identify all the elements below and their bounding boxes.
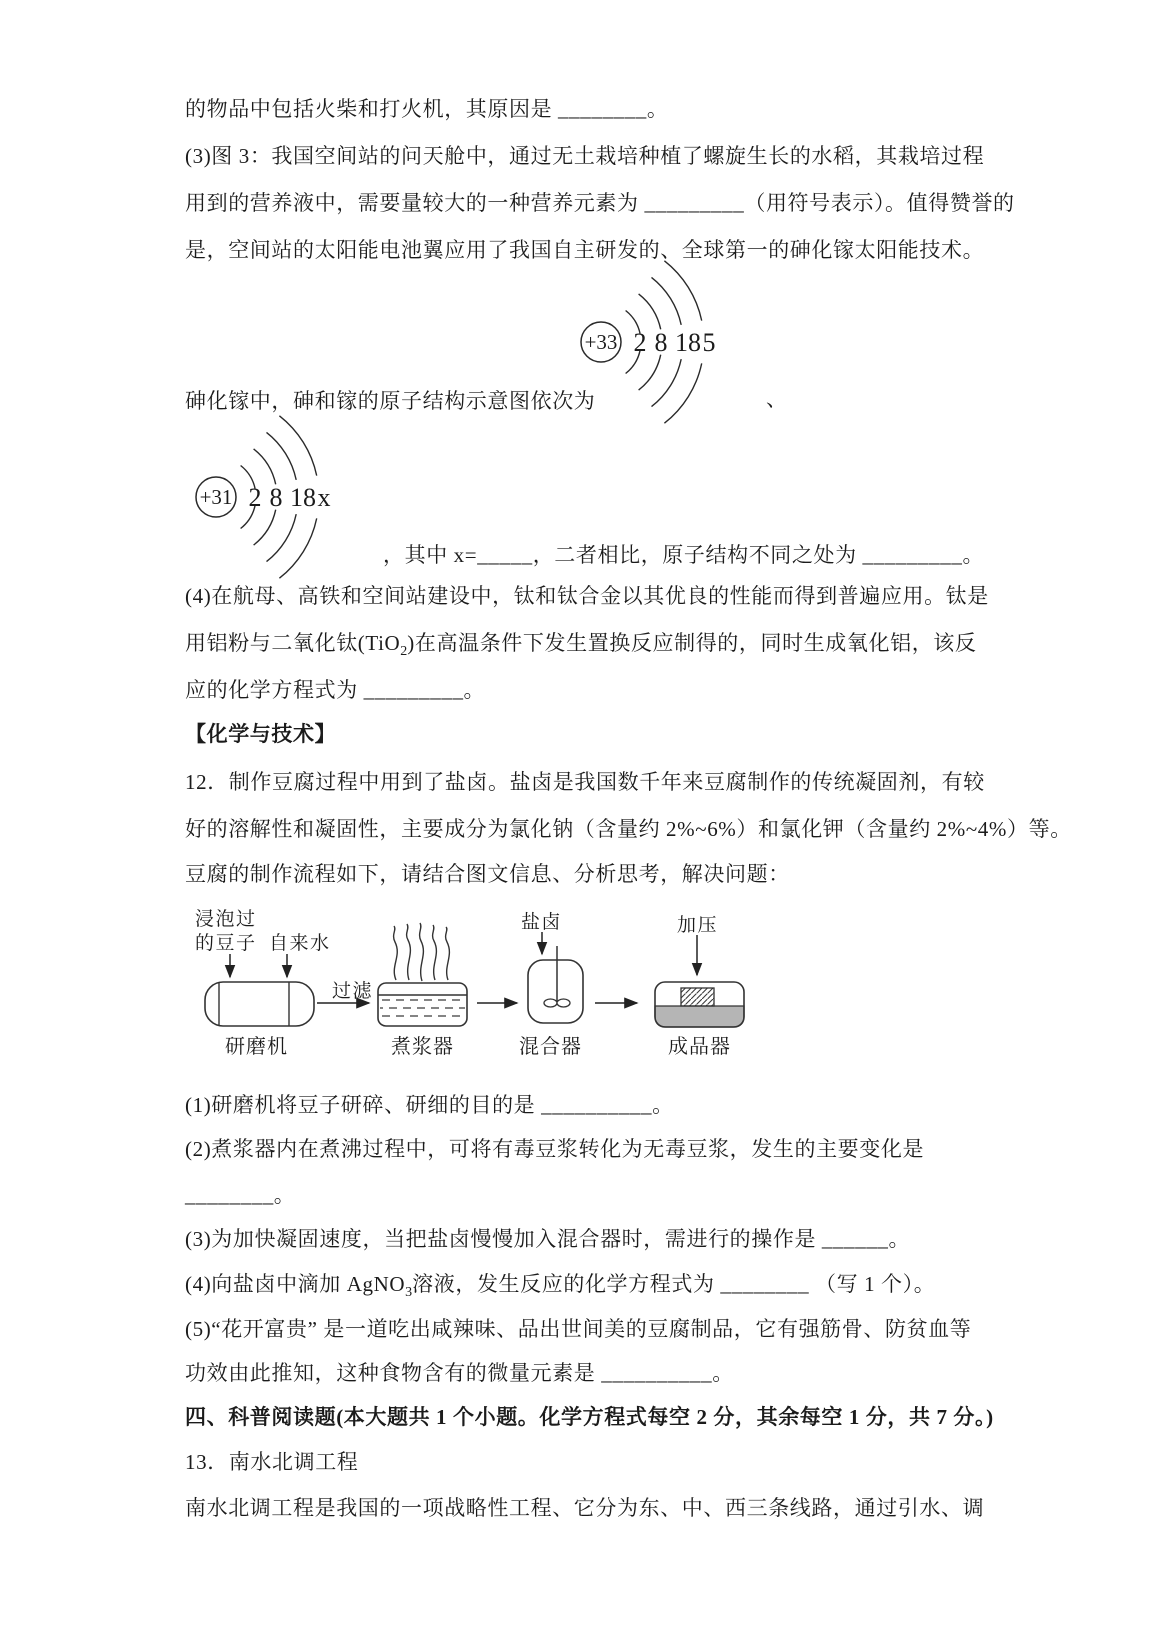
line-q12-2b-blank: ________。 <box>185 1183 296 1207</box>
line-q13-intro: 南水北调工程是我国的一项战略性工程、它分为东、中、西三条线路，通过引水、调 <box>185 1496 985 1520</box>
shell-count-1: 2 <box>248 483 262 512</box>
line-q12-4: (4)向盐卤中滴加 AgNO$_3$溶液，发生反应的化学方程式为 ________ （写 1 个）。 <box>185 1272 936 1301</box>
nucleus-charge: +31 <box>199 485 233 509</box>
line-q4-titanium: (4)在航母、高铁和空间站建设中，钛和钛合金以其优良的性能而得到普遍应用。钛是 <box>185 584 989 608</box>
press-input-label: 加压 <box>677 915 719 936</box>
line-q12-3: (3)为加快凝固速度，当把盐卤慢慢加入混合器时，需进行的操作是 ______。 <box>185 1227 911 1251</box>
brine-input-label: 盐卤 <box>521 912 563 933</box>
shell-count-3: 18 <box>290 483 316 512</box>
press-weight-block <box>681 988 714 1006</box>
input-soaked-beans-label-line1: 浸泡过 <box>195 909 257 930</box>
line-solar-wing: 是，空间站的太阳能电池翼应用了我国自主研发的、全球第一的砷化镓太阳能技术。 <box>185 238 985 262</box>
mixer-label: 混合器 <box>519 1036 582 1058</box>
line-q13-title: 13．南水北调工程 <box>185 1450 359 1474</box>
atom-structure-diagram-gallium <box>135 410 345 584</box>
press-label: 成品器 <box>668 1036 731 1058</box>
nucleus-charge: +33 <box>584 330 618 354</box>
filter-step-label: 过滤 <box>332 981 374 1002</box>
shell-count-1: 2 <box>633 328 647 357</box>
line-q12-intro-1: 12．制作豆腐过程中用到了盐卤。盐卤是我国数千年来豆腐制作的传统凝固剂，有较 <box>185 770 985 794</box>
subscript-2: 2 <box>400 644 408 660</box>
shell-count-3: 18 <box>675 328 701 357</box>
stirrer-blade-left <box>544 999 557 1007</box>
line-q12-intro-2: 好的溶解性和凝固性，主要成分为氯化钠（含量约 2%~6%）和氯化钾（含量约 2%~4%）等。 <box>185 817 1072 841</box>
line-matches-reason: 的物品中包括火柴和打火机，其原因是 ________。 <box>185 97 669 121</box>
line-x-value-blank: ，其中 x=_____，二者相比，原子结构不同之处为 _________。 <box>383 543 985 567</box>
line-q3-space-station: (3)图 3：我国空间站的问天舱中，通过无土栽培种植了螺旋生长的水稻，其栽培过程 <box>185 144 985 168</box>
grinder-label: 研磨机 <box>225 1036 288 1058</box>
subscript-3: 3 <box>405 1285 413 1301</box>
heading-chemistry-technology: 【化学与技术】 <box>185 722 337 746</box>
line-q12-5b: 功效由此推知，这种食物含有的微量元素是 __________。 <box>185 1361 734 1385</box>
steam-lines <box>394 923 450 981</box>
line-tio2-reaction: 用铝粉与二氧化钛(TiO$_2$)在高温条件下发生置换反应制得的，同时生成氧化铝，该反 <box>185 631 977 660</box>
mixer-vessel <box>528 960 583 1023</box>
shell-count-4: 5 <box>702 328 716 357</box>
shell-count-2: 8 <box>269 483 283 512</box>
boiler-label: 煮浆器 <box>391 1036 454 1058</box>
shell-count-2: 8 <box>654 328 668 357</box>
tofu-process-flow-diagram <box>185 900 755 1062</box>
line-atom-caption: 砷化镓中，砷和镓的原子结构示意图依次为 <box>185 389 596 413</box>
boiler-liquid-fill <box>380 997 465 1023</box>
atom-separator: 、 <box>766 387 788 411</box>
line-equation-blank: 应的化学方程式为 _________。 <box>185 678 486 702</box>
input-soaked-beans-label-line2: 的豆子 <box>195 933 257 954</box>
heading-section-four: 四、科普阅读题(本大题共 1 个小题。化学方程式每空 2 分，其余每空 1 分，共 7 分。) <box>185 1405 994 1429</box>
press-tofu-layer <box>655 1006 744 1027</box>
line-q12-5a: (5)“花开富贵” 是一道吃出咸辣味、品出世间美的豆腐制品，它有强筋骨、防贫血等 <box>185 1317 972 1341</box>
line-nutrient-blank: 用到的营养液中，需要量较大的一种营养元素为 _________（用符号表示）。值得赞誉的 <box>185 191 1015 215</box>
line-q12-intro-3: 豆腐的制作流程如下，请结合图文信息、分析思考，解决问题： <box>185 862 790 886</box>
input-tap-water-label: 自来水 <box>269 933 331 954</box>
line-q12-1: (1)研磨机将豆子研碎、研细的目的是 __________。 <box>185 1093 674 1117</box>
line-q12-2a: (2)煮浆器内在煮沸过程中，可将有毒豆浆转化为无毒豆浆，发生的主要变化是 <box>185 1137 925 1161</box>
grinder-vessel <box>205 982 314 1026</box>
shell-count-x: x <box>317 483 331 512</box>
stirrer-blade-right <box>557 999 570 1007</box>
